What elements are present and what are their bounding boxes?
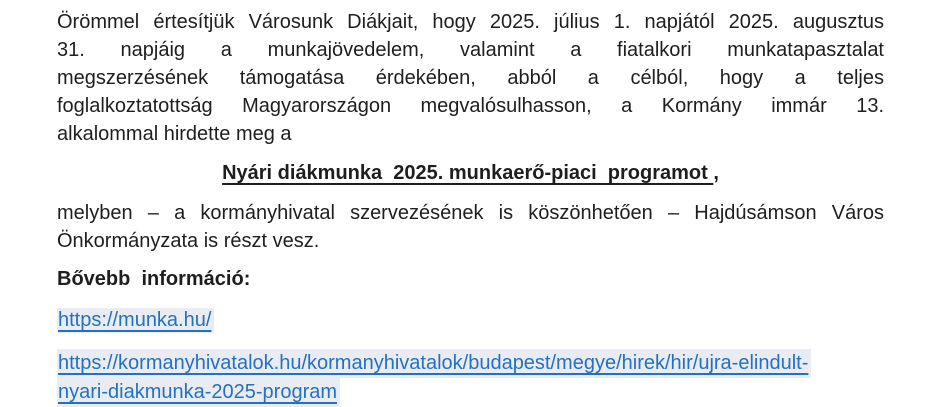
link-munka-hu[interactable]: https://munka.hu/ bbox=[57, 308, 214, 333]
participation-line-2: Önkormányzata is részt vesz. bbox=[57, 230, 320, 252]
participation-paragraph bbox=[57, 199, 884, 255]
program-title-text: Nyári diákmunka 2025. munkaerő-piaci programot bbox=[222, 162, 714, 184]
link-row-munka bbox=[57, 306, 884, 334]
intro-line-2: 31. napjáig a munkajövedelem, valamint a fiatalkori munkatapasztalat bbox=[57, 39, 884, 61]
link-kormanyhivatalok[interactable] bbox=[57, 349, 884, 407]
link-kormanyhivatalok-line-1: https://kormanyhivatalok.hu/kormanyhivatalok/budapest/megye/hirek/hir/ujra-elindult- bbox=[57, 349, 811, 378]
intro-line-1: Örömmel értesítjük Városunk Diákjait, hogy 2025. július 1. napjától 2025. augusztus bbox=[57, 11, 884, 33]
participation-line-1: melyben – a kormányhivatal szervezésének is köszönhetően – Hajdúsámson Város bbox=[57, 202, 884, 224]
program-title bbox=[57, 159, 884, 187]
link-row-kormanyhivatalok bbox=[57, 349, 884, 407]
intro-line-5: alkalommal hirdette meg a bbox=[57, 123, 292, 145]
intro-paragraph bbox=[57, 8, 884, 148]
intro-line-4: foglalkoztatottság Magyarországon megvalósulhasson, a Kormány immár 13. bbox=[57, 95, 884, 117]
intro-line-3: megszerzésének támogatása érdekében, abból a célból, hogy a teljes bbox=[57, 67, 884, 89]
program-title-comma: , bbox=[713, 162, 719, 184]
more-info-label: Bővebb információ: bbox=[57, 268, 251, 290]
link-kormanyhivatalok-line-2: nyari-diakmunka-2025-program bbox=[57, 378, 340, 407]
